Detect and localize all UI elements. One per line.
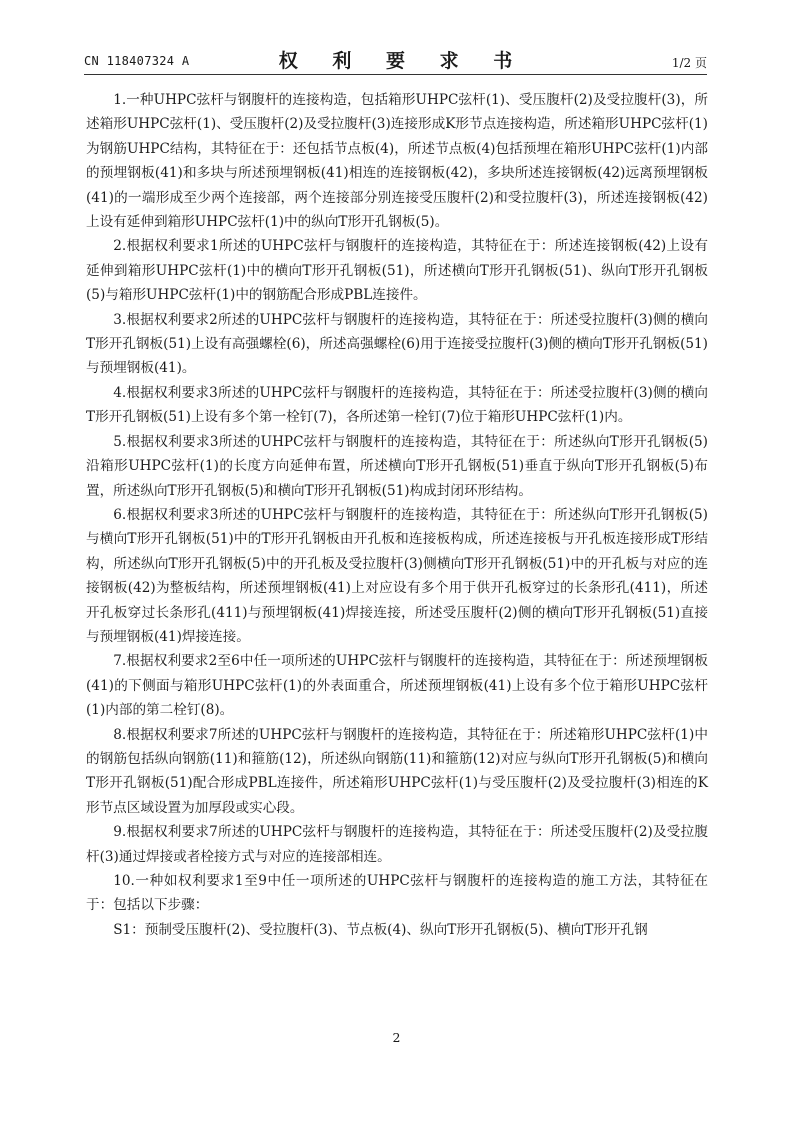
- claim-1: 1.一种UHPC弦杆与钢腹杆的连接构造，包括箱形UHPC弦杆(1)、受压腹杆(2)及受拉腹杆(3)，所述箱形UHPC弦杆(1)、受压腹杆(2)及受拉腹杆(3)连接形成K形节点连接构造，所述箱形UHPC弦杆(1)为钢筋UHPC结构，其特征在于：还包括节点板(4)，所述节点板(4)包括预埋在箱形UHPC弦杆(1)内部的预埋钢板(41)和多块与所述预埋钢板(41)相连的连接钢板(42)，多块所述连接钢板(42)远离预埋钢板(41)的一端形成至少两个连接部，两个连接部分别连接受压腹杆(2)和受拉腹杆(3)，所述连接钢板(42)上设有延伸到箱形UHPC弦杆(1)中的纵向T形开孔钢板(5)。: [86, 92, 708, 231]
- page-count: 1/2 页: [671, 56, 707, 70]
- document-title: 权 利 要 求 书: [278, 50, 527, 72]
- page-header: [84, 46, 707, 72]
- claim-9: 9.根据权利要求7所述的UHPC弦杆与钢腹杆的连接构造，其特征在于：所述受压腹杆(2)及受拉腹杆(3)通过焊接或者栓接方式与对应的连接部相连。: [86, 824, 708, 865]
- claim-7: 7.根据权利要求2至6中任一项所述的UHPC弦杆与钢腹杆的连接构造，其特征在于：所述预埋钢板(41)的下侧面与箱形UHPC弦杆(1)的外表面重合，所述预埋钢板(41)上设有多个位于箱形UHPC弦杆(1)内部的第二栓钉(8)。: [86, 653, 708, 719]
- claim-8: 8.根据权利要求7所述的UHPC弦杆与钢腹杆的连接构造，其特征在于：所述箱形UHPC弦杆(1)中的钢筋包括纵向钢筋(11)和箍筋(12)，所述纵向钢筋(11)和箍筋(12)对应与纵向T形开孔钢板(5)和横向T形开孔钢板(51)配合形成PBL连接件，所述箱形UHPC弦杆(1)与受压腹杆(2)及受拉腹杆(3)相连的K形节点区域设置为加厚段或实心段。: [86, 726, 708, 816]
- claim-2: 2.根据权利要求1所述的UHPC弦杆与钢腹杆的连接构造，其特征在于：所述连接钢板(42)上设有延伸到箱形UHPC弦杆(1)中的横向T形开孔钢板(51)，所述横向T形开孔钢板(51)、纵向T形开孔钢板(5)与箱形UHPC弦杆(1)中的钢筋配合形成PBL连接件。: [86, 238, 708, 304]
- claim-3: 3.根据权利要求2所述的UHPC弦杆与钢腹杆的连接构造，其特征在于：所述受拉腹杆(3)侧的横向T形开孔钢板(51)上设有高强螺栓(6)，所述高强螺栓(6)用于连接受拉腹杆(3)侧的横向T形开孔钢板(51)与预埋钢板(41)。: [86, 311, 708, 377]
- claim-4: 4.根据权利要求3所述的UHPC弦杆与钢腹杆的连接构造，其特征在于：所述受拉腹杆(3)侧的横向T形开孔钢板(51)上设有多个第一栓钉(7)，各所述第一栓钉(7)位于箱形UHPC弦杆(1)内。: [86, 384, 708, 426]
- page-number: 2: [392, 1030, 401, 1045]
- claims-body: [86, 88, 708, 942]
- publication-number: CN 118407324 A: [84, 54, 190, 68]
- header-divider: [84, 74, 707, 75]
- claim-10-step-s1: S1：预制受压腹杆(2)、受拉腹杆(3)、节点板(4)、纵向T形开孔钢板(5)、横向T形开孔钢: [113, 921, 648, 938]
- claim-10: 10.一种如权利要求1至9中任一项所述的UHPC弦杆与钢腹杆的连接构造的施工方法，其特征在于：包括以下步骤：: [86, 873, 708, 914]
- claim-6: 6.根据权利要求3所述的UHPC弦杆与钢腹杆的连接构造，其特征在于：所述纵向T形开孔钢板(5)与横向T形开孔钢板(51)中的T形开孔钢板由开孔板和连接板构成，所述连接板与开孔板连接形成T形结构，所述纵向T形开孔钢板(5)中的开孔板及受拉腹杆(3)侧横向T形开孔钢板(51)中的开孔板与对应的连接钢板(42)为整板结构，所述预埋钢板(41)上对应设有多个用于供开孔板穿过的长条形孔(411)，所述开孔板穿过长条形孔(411)与预埋钢板(41)焊接连接，所述受压腹杆(2)侧的横向T形开孔钢板(51)直接与预埋钢板(41)焊接连接。: [86, 506, 708, 645]
- claim-5: 5.根据权利要求3所述的UHPC弦杆与钢腹杆的连接构造，其特征在于：所述纵向T形开孔钢板(5)沿箱形UHPC弦杆(1)的长度方向延伸布置，所述横向T形开孔钢板(51)垂直于纵向T形开孔钢板(5)布置，所述纵向T形开孔钢板(5)和横向T形开孔钢板(51)构成封闭环形结构。: [86, 433, 708, 499]
